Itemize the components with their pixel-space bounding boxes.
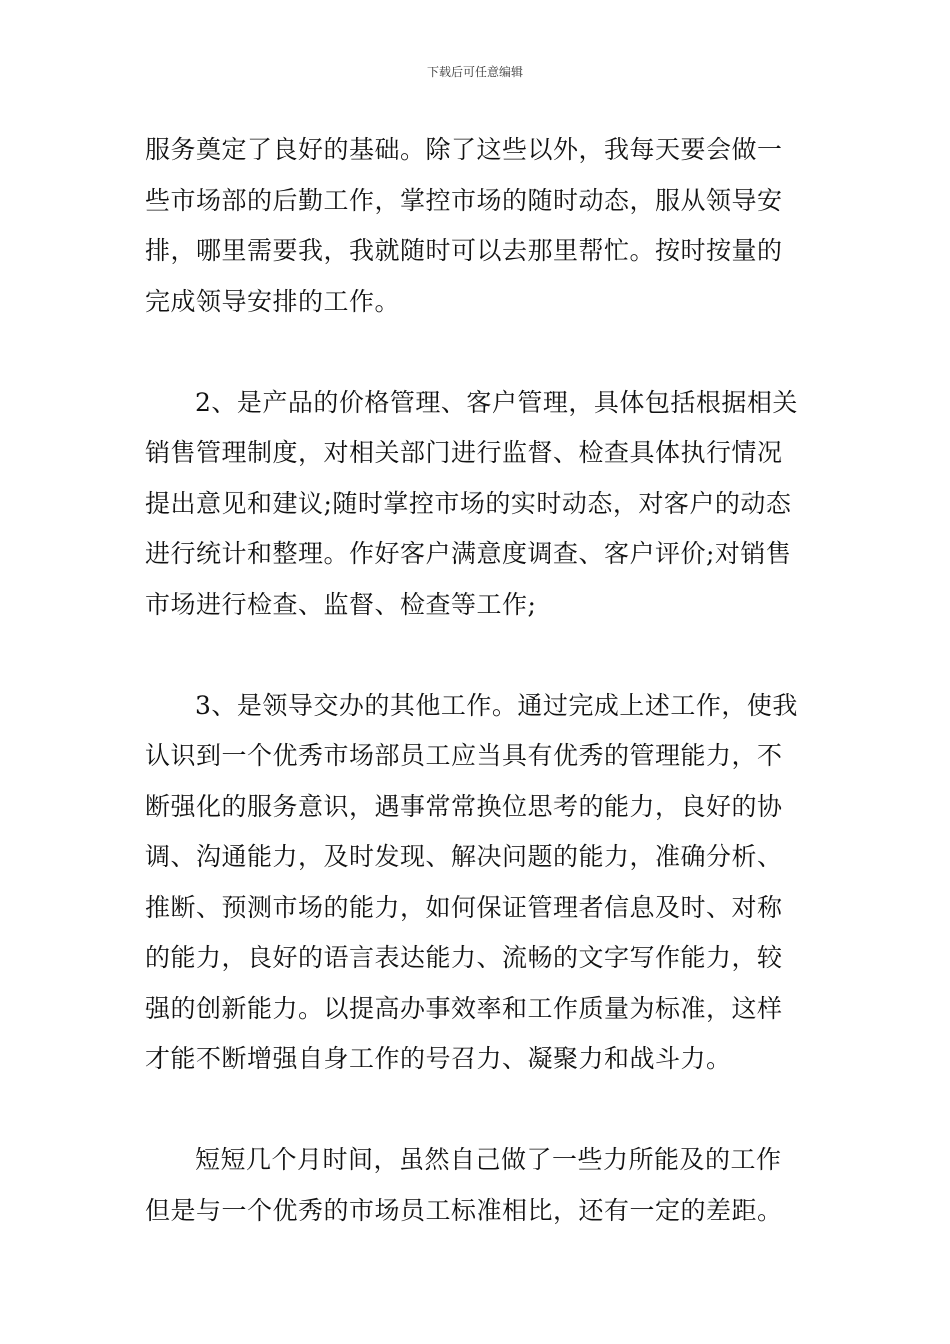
- paragraph-3: [145, 681, 810, 1085]
- paragraph-gap: [145, 327, 810, 378]
- text-line: 些市场部的后勤工作，掌控市场的随时动态，服从领导安: [145, 185, 783, 215]
- text-line: 才能不断增强自身工作的号召力、凝聚力和战斗力。: [145, 1044, 732, 1073]
- paragraph-gap: [145, 1085, 810, 1136]
- text-line: 销售管理制度，对相关部门进行监督、检查具体执行情况: [145, 438, 783, 467]
- paragraph-gap: [145, 630, 810, 681]
- text-line: 推断、预测市场的能力，如何保证管理者信息及时、对称: [145, 892, 783, 922]
- text-line: 排，哪里需要我，我就随时可以去那里帮忙。按时按量的: [145, 236, 783, 265]
- text-line: 市场进行检查、监督、检查等工作;: [145, 589, 537, 619]
- document-body: [145, 125, 810, 1236]
- text-line: 进行统计和整理。作好客户满意度调查、客户评价;对销售: [145, 539, 792, 568]
- page-header: 下载后可任意编辑: [426, 65, 523, 79]
- paragraph-1: [145, 125, 810, 327]
- text-line: 强的创新能力。以提高办事效率和工作质量为标准，这样: [145, 993, 783, 1023]
- text-line: 的能力，良好的语言表达能力、流畅的文字写作能力，较: [145, 943, 783, 972]
- text-line: 但是与一个优秀的市场员工标准相比，还有一定的差距。: [145, 1195, 783, 1225]
- text-line: 完成领导安排的工作。: [145, 286, 401, 316]
- text-line: 认识到一个优秀市场部员工应当具有优秀的管理能力，不: [145, 741, 783, 770]
- text-line: 服务奠定了良好的基础。除了这些以外，我每天要会做一: [145, 135, 783, 164]
- paragraph-2: [145, 378, 810, 631]
- text-line: 3、是领导交办的其他工作。通过完成上述工作，使我: [195, 690, 798, 720]
- text-line: 2、是产品的价格管理、客户管理，具体包括根据相关: [195, 387, 798, 417]
- text-line: 调、沟通能力，及时发现、解决问题的能力，准确分析、: [145, 842, 783, 871]
- text-line: 提出意见和建议;随时掌控市场的实时动态，对客户的动态: [145, 488, 792, 518]
- text-line: 断强化的服务意识，遇事常常换位思考的能力，良好的协: [145, 791, 783, 821]
- text-line: 短短几个月时间，虽然自己做了一些力所能及的工作: [195, 1145, 782, 1174]
- paragraph-4: [145, 1135, 810, 1236]
